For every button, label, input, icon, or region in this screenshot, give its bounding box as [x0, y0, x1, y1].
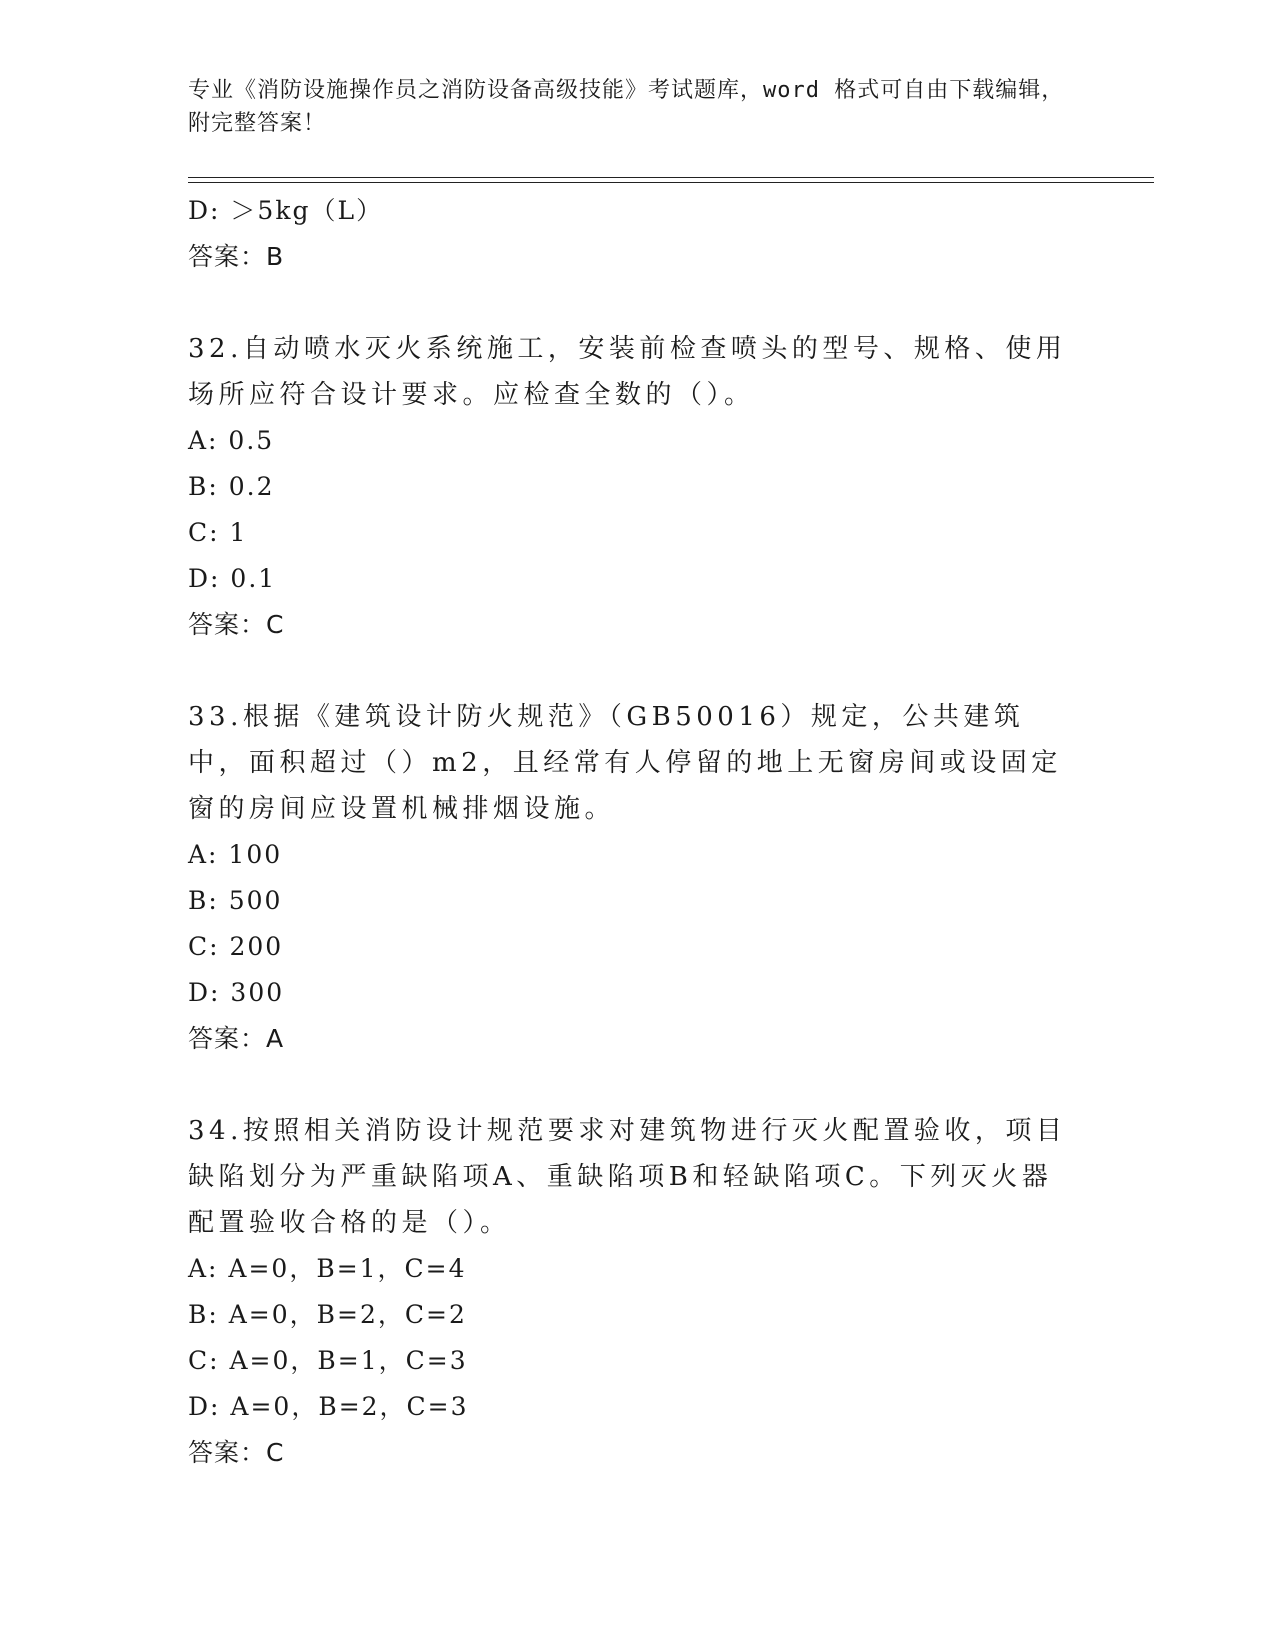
- answer-line: 答案：C: [188, 1438, 285, 1467]
- document-header: 专业《消防设施操作员之消防设备高级技能》考试题库，word 格式可自由下载编辑，附完整答案！: [188, 78, 1065, 136]
- option-b: B: 0.2: [188, 472, 275, 501]
- option-c: C: 200: [188, 932, 284, 961]
- option-d: D: 0.1: [188, 564, 277, 593]
- carry-over-question: [188, 188, 1088, 280]
- option-d: D: A=0，B=2，C=3: [188, 1392, 469, 1421]
- question-33: [188, 694, 1088, 1062]
- option-c: C: A=0，B=1，C=3: [188, 1346, 468, 1375]
- question-34: [188, 1108, 1088, 1476]
- option-b: B: 500: [188, 886, 283, 915]
- answer-line: 答案：C: [188, 610, 285, 639]
- answer-line: 答案：B: [188, 242, 285, 271]
- question-stem: 34.按照相关消防设计规范要求对建筑物进行灭火配置验收，项目缺陷划分为严重缺陷项A、重缺陷项B和轻缺陷项C。下列灭火器配置验收合格的是（）。: [188, 1116, 1067, 1238]
- option-list: [188, 418, 1088, 602]
- option-a: A: 0.5: [188, 426, 275, 455]
- option-a: A: A=0，B=1，C=4: [188, 1254, 467, 1283]
- question-32: [188, 326, 1088, 648]
- option-list: [188, 832, 1088, 1016]
- document-body: [188, 188, 1088, 1476]
- option-d: D: ＞5kg（L）: [188, 196, 384, 225]
- question-stem: 33.根据《建筑设计防火规范》（GB50016）规定，公共建筑中，面积超过（）m2，且经常有人停留的地上无窗房间或设固定窗的房间应设置机械排烟设施。: [188, 702, 1062, 824]
- option-c: C: 1: [188, 518, 248, 547]
- question-stem: 32.自动喷水灭火系统施工，安装前检查喷头的型号、规格、使用场所应符合设计要求。应检查全数的（）。: [188, 334, 1067, 410]
- option-b: B: A=0，B=2，C=2: [188, 1300, 467, 1329]
- header-divider: [188, 177, 1154, 183]
- option-a: A: 100: [188, 840, 283, 869]
- option-list: [188, 1246, 1088, 1430]
- answer-line: 答案：A: [188, 1024, 285, 1053]
- option-d: D: 300: [188, 978, 285, 1007]
